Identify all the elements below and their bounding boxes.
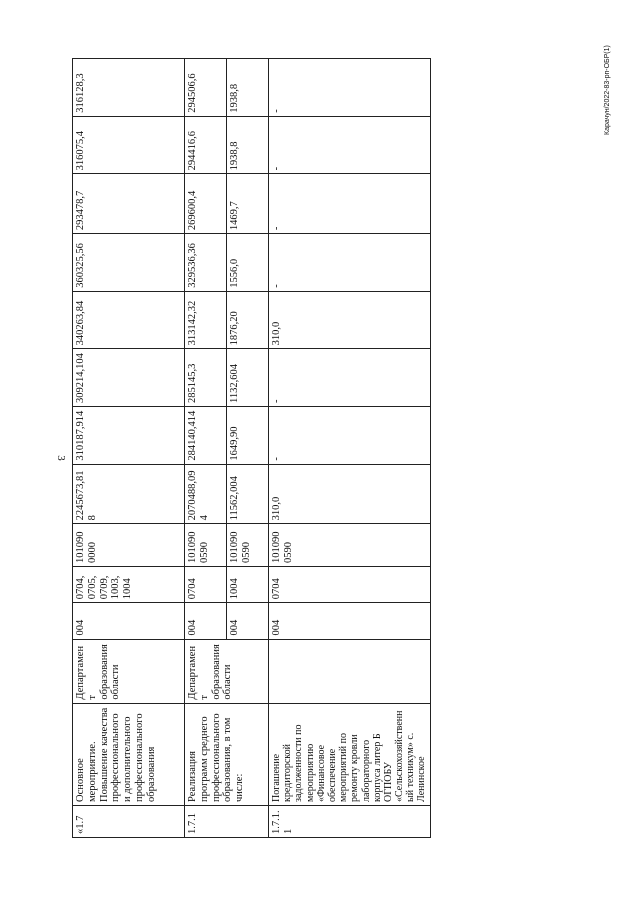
table-row: [73, 59, 185, 838]
row-value: 309214,104: [73, 349, 185, 407]
page-number: 3: [55, 455, 67, 461]
row-value: 1938,8: [227, 59, 269, 117]
row-value: 294416,6: [185, 116, 227, 174]
row-value: 316075,4: [73, 116, 185, 174]
row-id: «1.7: [73, 806, 185, 838]
row-grbs: 004: [185, 603, 227, 639]
row-rzpr: 0704: [269, 566, 431, 602]
row-value: -: [269, 349, 431, 407]
row-rzpr: 1004: [227, 566, 269, 602]
row-value: 329536,36: [185, 234, 227, 292]
row-value: 293478,7: [73, 174, 185, 234]
row-value: 2070488,094: [185, 464, 227, 524]
row-executor: [269, 639, 431, 703]
row-rzpr: 0704: [185, 566, 227, 602]
row-value: 313142,32: [185, 291, 227, 349]
row-id: 1.7.1: [185, 806, 269, 838]
row-value: 360325,56: [73, 234, 185, 292]
rotated-table-container: [72, 58, 428, 838]
row-value: -: [269, 174, 431, 234]
row-value: 1938,8: [227, 116, 269, 174]
row-value: 316128,3: [73, 59, 185, 117]
row-value: 269600,4: [185, 174, 227, 234]
row-value: 310187,914: [73, 406, 185, 464]
row-csr: 1010900590: [227, 524, 269, 567]
row-value: 11562,004: [227, 464, 269, 524]
row-value: 1469,7: [227, 174, 269, 234]
row-value: 2245673,818: [73, 464, 185, 524]
row-rzpr: 0704, 0705, 0709, 1003, 1004: [73, 566, 185, 602]
row-value: -: [269, 59, 431, 117]
row-value: -: [269, 406, 431, 464]
budget-table: [72, 58, 431, 838]
row-value: 284140,414: [185, 406, 227, 464]
row-grbs: 004: [269, 603, 431, 639]
row-executor: Департамент образования области: [73, 639, 185, 703]
row-value: 1132,604: [227, 349, 269, 407]
table-row: [185, 59, 227, 838]
row-csr: 1010900000: [73, 524, 185, 567]
row-value: 310,0: [269, 464, 431, 524]
row-name: Реализация программ среднего профессионального образования, в том числе:: [185, 703, 269, 805]
row-value: 1649,90: [227, 406, 269, 464]
row-name: Погашение кредиторской задолженности по мероприятию «Финансовое обеспечение мероприятий по ремонту кровли лабораторного корпуса литер Б ОГПОБУ «Сельскохозяйственный техникум» с. Ленинское: [269, 703, 431, 805]
row-csr: 1010900590: [185, 524, 227, 567]
row-id: 1.7.1.1: [269, 806, 431, 838]
row-value: 294506,6: [185, 59, 227, 117]
row-name: Основное мероприятие. Повышение качества профессионального и дополнительного профессионального образования: [73, 703, 185, 805]
row-value: -: [269, 234, 431, 292]
document-side-note: Карачун/2022-83-рп-ОБР(1): [604, 45, 611, 135]
table-row: [269, 59, 431, 838]
row-csr: 1010900590: [269, 524, 431, 567]
row-grbs: 004: [73, 603, 185, 639]
row-grbs: 004: [227, 603, 269, 639]
row-value: 340263,84: [73, 291, 185, 349]
row-value: 1556,0: [227, 234, 269, 292]
row-value: 285145,3: [185, 349, 227, 407]
row-value: 1876,20: [227, 291, 269, 349]
row-executor: Департамент образования области: [185, 639, 269, 703]
row-value: -: [269, 116, 431, 174]
row-value: 310,0: [269, 291, 431, 349]
